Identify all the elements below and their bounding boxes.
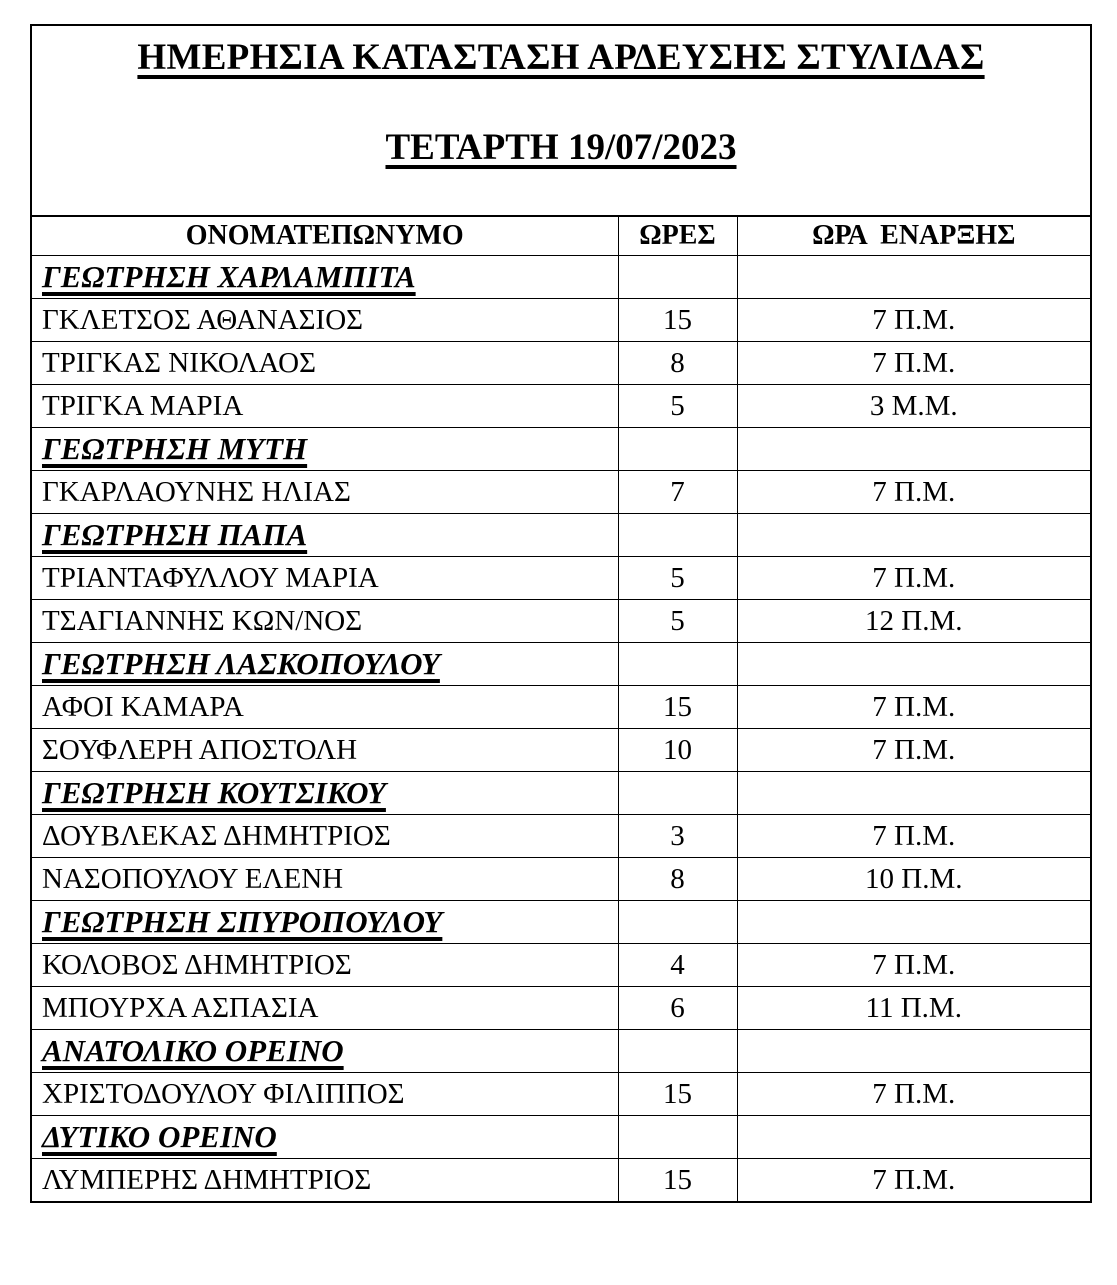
section-title: ΓΕΩΤΡΗΣΗ ΧΑΡΛΑΜΠΙΤΑ — [42, 259, 416, 294]
person-name: ΧΡΙΣΤΟΔΟΥΛΟΥ ΦΙΛΙΠΠΟΣ — [32, 1073, 618, 1116]
section-start-empty — [737, 772, 1090, 815]
hours-value: 15 — [618, 299, 737, 342]
start-time-value: 11 Π.Μ. — [737, 987, 1090, 1030]
section-hours-empty — [618, 772, 737, 815]
start-time-value: 10 Π.Μ. — [737, 858, 1090, 901]
table-row — [32, 385, 1090, 428]
section-hours-empty — [618, 428, 737, 471]
start-time-value: 7 Π.Μ. — [737, 815, 1090, 858]
table-row — [32, 987, 1090, 1030]
hours-value: 15 — [618, 1073, 737, 1116]
section-name-cell — [32, 901, 618, 944]
table-row — [32, 1159, 1090, 1202]
person-name: ΜΠΟΥΡΧΑ ΑΣΠΑΣΙΑ — [32, 987, 618, 1030]
column-header-start-time: ΩΡΑ ΕΝΑΡΞΗΣ — [737, 217, 1090, 256]
section-start-empty — [737, 643, 1090, 686]
start-time-value: 7 Π.Μ. — [737, 471, 1090, 514]
start-time-value: 12 Π.Μ. — [737, 600, 1090, 643]
table-row — [32, 944, 1090, 987]
document-title: ΗΜΕΡΗΣΙΑ ΚΑΤΑΣΤΑΣΗ ΑΡΔΕΥΣΗΣ ΣΤΥΛΙΔΑΣ — [137, 37, 985, 78]
section-title: ΓΕΩΤΡΗΣΗ ΚΟΥΤΣΙΚΟΥ — [42, 775, 386, 810]
section-row — [32, 1030, 1090, 1073]
start-time-value: 7 Π.Μ. — [737, 944, 1090, 987]
person-name: ΤΡΙΑΝΤΑΦΥΛΛΟΥ ΜΑΡΙΑ — [32, 557, 618, 600]
section-name-cell — [32, 1116, 618, 1159]
table-row — [32, 557, 1090, 600]
table-row — [32, 858, 1090, 901]
hours-value: 5 — [618, 600, 737, 643]
hours-value: 8 — [618, 858, 737, 901]
person-name: ΣΟΥΦΛΕΡΗ ΑΠΟΣΤΟΛΗ — [32, 729, 618, 772]
schedule-table — [32, 217, 1090, 1201]
person-name: ΓΚΛΕΤΣΟΣ ΑΘΑΝΑΣΙΟΣ — [32, 299, 618, 342]
section-row — [32, 772, 1090, 815]
section-title: ΓΕΩΤΡΗΣΗ ΜΥΤΗ — [42, 431, 308, 466]
section-name-cell — [32, 256, 618, 299]
column-header-hours: ΩΡΕΣ — [618, 217, 737, 256]
section-title: ΓΕΩΤΡΗΣΗ ΠΑΠΑ — [42, 517, 308, 552]
start-time-value: 7 Π.Μ. — [737, 1073, 1090, 1116]
hours-value: 5 — [618, 557, 737, 600]
person-name: ΛΥΜΠΕΡΗΣ ΔΗΜΗΤΡΙΟΣ — [32, 1159, 618, 1202]
section-hours-empty — [618, 256, 737, 299]
document-date: ΤΕΤΑΡΤΗ 19/07/2023 — [385, 127, 737, 168]
person-name: ΚΟΛΟΒΟΣ ΔΗΜΗΤΡΙΟΣ — [32, 944, 618, 987]
table-row — [32, 299, 1090, 342]
table-row — [32, 815, 1090, 858]
start-time-value: 7 Π.Μ. — [737, 557, 1090, 600]
table-row — [32, 729, 1090, 772]
table-row — [32, 471, 1090, 514]
section-hours-empty — [618, 1116, 737, 1159]
section-hours-empty — [618, 1030, 737, 1073]
hours-value: 7 — [618, 471, 737, 514]
section-hours-empty — [618, 643, 737, 686]
hours-value: 6 — [618, 987, 737, 1030]
section-title: ΔΥΤΙΚΟ ΟΡΕΙΝΟ — [42, 1119, 277, 1154]
section-start-empty — [737, 514, 1090, 557]
section-start-empty — [737, 1030, 1090, 1073]
section-start-empty — [737, 901, 1090, 944]
section-row — [32, 901, 1090, 944]
hours-value: 3 — [618, 815, 737, 858]
section-title: ΑΝΑΤΟΛΙΚΟ ΟΡΕΙΝΟ — [42, 1033, 344, 1068]
section-start-empty — [737, 428, 1090, 471]
column-header-name: ΟΝΟΜΑΤΕΠΩΝΥΜΟ — [32, 217, 618, 256]
hours-value: 8 — [618, 342, 737, 385]
person-name: ΤΡΙΓΚΑΣ ΝΙΚΟΛΑΟΣ — [32, 342, 618, 385]
table-row — [32, 600, 1090, 643]
section-title: ΓΕΩΤΡΗΣΗ ΣΠΥΡΟΠΟΥΛΟΥ — [42, 904, 443, 939]
section-name-cell — [32, 643, 618, 686]
person-name: ΑΦΟΙ ΚΑΜΑΡΑ — [32, 686, 618, 729]
start-time-value: 7 Π.Μ. — [737, 686, 1090, 729]
start-time-value: 7 Π.Μ. — [737, 342, 1090, 385]
table-row — [32, 686, 1090, 729]
start-time-value: 7 Π.Μ. — [737, 729, 1090, 772]
section-row — [32, 514, 1090, 557]
start-time-value: 7 Π.Μ. — [737, 1159, 1090, 1202]
hours-value: 4 — [618, 944, 737, 987]
section-row — [32, 1116, 1090, 1159]
section-name-cell — [32, 428, 618, 471]
irrigation-schedule-document — [30, 24, 1092, 1203]
section-start-empty — [737, 256, 1090, 299]
table-row — [32, 1073, 1090, 1116]
section-name-cell — [32, 514, 618, 557]
hours-value: 10 — [618, 729, 737, 772]
section-name-cell — [32, 772, 618, 815]
document-header — [32, 26, 1090, 217]
section-start-empty — [737, 1116, 1090, 1159]
hours-value: 5 — [618, 385, 737, 428]
section-title: ΓΕΩΤΡΗΣΗ ΛΑΣΚΟΠΟΥΛΟΥ — [42, 646, 440, 681]
person-name: ΝΑΣΟΠΟΥΛΟΥ ΕΛΕΝΗ — [32, 858, 618, 901]
start-time-value: 7 Π.Μ. — [737, 299, 1090, 342]
section-row — [32, 428, 1090, 471]
section-name-cell — [32, 1030, 618, 1073]
person-name: ΔΟΥΒΛΕΚΑΣ ΔΗΜΗΤΡΙΟΣ — [32, 815, 618, 858]
person-name: ΤΣΑΓΙΑΝΝΗΣ ΚΩΝ/ΝΟΣ — [32, 600, 618, 643]
table-header-row — [32, 217, 1090, 256]
section-row — [32, 256, 1090, 299]
table-row — [32, 342, 1090, 385]
section-hours-empty — [618, 901, 737, 944]
person-name: ΤΡΙΓΚΑ ΜΑΡΙΑ — [32, 385, 618, 428]
section-hours-empty — [618, 514, 737, 557]
hours-value: 15 — [618, 1159, 737, 1202]
section-row — [32, 643, 1090, 686]
person-name: ΓΚΑΡΛΑΟΥΝΗΣ ΗΛΙΑΣ — [32, 471, 618, 514]
start-time-value: 3 Μ.Μ. — [737, 385, 1090, 428]
hours-value: 15 — [618, 686, 737, 729]
